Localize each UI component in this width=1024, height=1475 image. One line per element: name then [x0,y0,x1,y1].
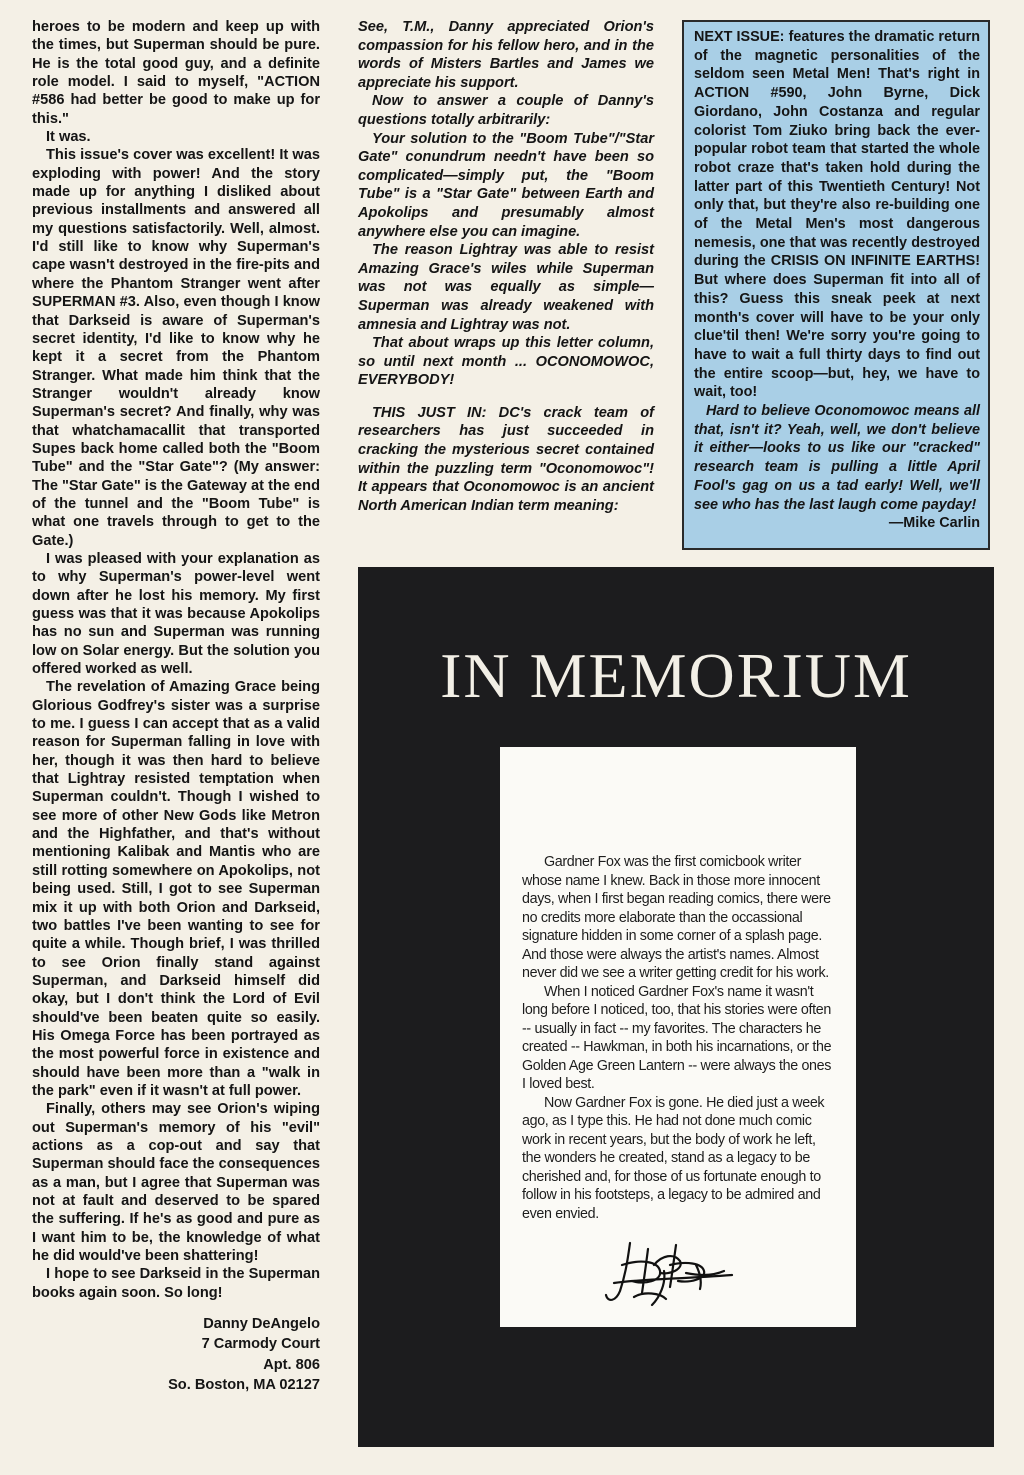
letter-column [32,18,320,1395]
next-issue-label: NEXT ISSUE: [694,29,785,45]
next-issue-postscript: Hard to believe Oconomowoc means all that, isn't it? Yeah, well, we don't believe it either—looks to us like our "cracked" research team is pulling a little April Fool's gag on us a tad early! Well, we'll see who has the last laugh come payday! [694,403,980,513]
next-issue-box [682,20,990,550]
letter-paragraph: I was pleased with your explanation as to why Superman's power-level went down after he lost his memory. My first guess was that it was because Apokolips has no sun and Superman was running low on Solar energy. But the solution you offered worked as well. [32,550,320,678]
letter-signature [32,1314,320,1395]
memorium-card [500,747,856,1327]
memorium-paragraph: Gardner Fox was the first comicbook writer whose name I knew. Back in those more innocent days, when I first began reading comics, there were no credits more elaborate than the occassional signature hidden in some corner of a splash page. And those were always the artist's names. Almost never did we see a writer getting credit for his work. [522,854,831,981]
reply-paragraph: See, T.M., Danny appreciated Orion's compassion for his fellow hero, and in the words of Misters Bartles and James we appreciate his support. [358,19,654,91]
reply-paragraph: That about wraps up this letter column, so until next month ... OCONOMOWOC, EVERYBODY! [358,335,654,389]
reply-paragraph: The reason Lightray was able to resist Amazing Grace's wiles while Superman was not was equally as simple—Superman was already weakened with amnesia and Lightray was not. [358,242,654,333]
letter-paragraph: The revelation of Amazing Grace being Glorious Godfrey's sister was a surprise to me. I guess I can accept that as a valid reason for Superman falling in love with her, though it was then hard to believe that Lightray resisted temptation when Superman couldn't. Though I wished to see more of other New Gods like Metron and the Highfather, and that's without mentioning Kalibak and Mantis who are still rotting somewhere on Apokolips, not being used. Still, I got to see Superman mix it up with both Orion and Darkseid, two battles I've been wanting to see for quite a while. Though brief, I was thrilled to see Orion finally stand against Superman, and Darkseid himself did okay, but I don't think the Lord of Evil should've been beaten quite so easily. His Omega Force has been portrayed as the most powerful force in existence and should have been more than a "walk in the park" even if it wasn't at full power. [32,679,320,1099]
letter-paragraph: heroes to be modern and keep up with the times, but Superman should be pure. He is the total good guy, and a definite role model. I said to myself, "ACTION #586 had better be good to make up for this." [32,19,320,127]
reply-paragraph: THIS JUST IN: DC's crack team of researchers has just succeeded in cracking the mysterious secret contained within the puzzling term "Oconomowoc"! It appears that Oconomowoc is an ancient North American Indian term meaning: [358,404,654,514]
editor-reply-column [358,18,654,515]
memorium-paragraph: Now Gardner Fox is gone. He died just a week ago, as I type this. He had not done much comic work in recent years, but the body of work he left, the wonders he created, stand as a legacy to be cherished and, for those of us fortunate enough to follow in his footsteps, a legacy to be admired and even envied. [522,1094,825,1222]
next-issue-body: features the dramatic return of the magnetic personalities of the seldom seen Metal Men! That's right in ACTION #590, John Byrne, Dick Giordano, John Costanza and regular colorist Tom Ziuko bring back the ever-popular robot team that started the whole robot craze that's taken hold during the latter part of this Twentieth Century! Not only that, but they're also re-building one of the Metal Men's most dangerous nemesis, one that was recently destroyed during the CRISIS ON INFINITE EARTHS! But where does Superman fit into all of this? Guess this sneak peek at next month's cover will have to be your only clue'til then! We're sorry you're going to have to wait a full thirty days to find out the entire scoop—but, hey, we have to wait, too! [694,29,981,401]
editor-credit: —Mike Carlin [888,515,980,532]
memorium-title: IN MEMORIUM [440,640,912,711]
next-issue-text [694,28,980,402]
signature-apt: Apt. 806 [263,1356,320,1373]
letter-paragraph: It was. [46,129,91,146]
letter-paragraph: This issue's cover was excellent! It was exploding with power! And the story made up for anything I disliked about previous installments and answered all my questions satisfactorily. Well, almost. I'd still like to know why Superman's cape wasn't destroyed in the fire-pits and where the Phantom Stranger went after SUPERMAN #3. Also, even though I know that Darkseid is aware of Superman's secret identity, I'd like to know why he kept it a secret from the Phantom Stranger. What made him think that the Stranger wouldn't already know Superman's secret? And finally, why was that whatchamacallit that transported Supes back home called both the "Boom Tube" and the "Star Gate"? (My answer: The "Star Gate" is the Gateway at the end of the tunnel and the "Boom Tube" is what one travels through to get to the Gate.) [32,147,320,549]
letter-paragraph: I hope to see Darkseid in the Superman books again soon. So long! [32,1266,320,1301]
handwritten-signature [600,1235,740,1313]
memorium-panel [358,567,994,1447]
memorium-paragraph: When I noticed Gardner Fox's name it wasn't long before I noticed, too, that his stories were often -- usually in fact -- my favorites. The characters he created -- Hawkman, in both his incarnations, or the Golden Age Green Lantern -- were always the ones I loved best. [522,983,832,1092]
signature-street: 7 Carmody Court [201,1336,320,1353]
signature-name: Danny DeAngelo [203,1316,320,1333]
reply-paragraph: Your solution to the "Boom Tube"/"Star Gate" conundrum needn't have been so complicated—simply put, the "Boom Tube" is a "Star Gate" between Earth and Apokolips and presumably almost anywhere else you can imagine. [358,130,654,240]
letter-paragraph: Finally, others may see Orion's wiping out Superman's memory of his "evil" actions as a cop-out and say that Superman should face the consequences as a man, but I agree that Superman was not at fault and deserved to be spared the suffering. If he's as good and pure as I want him to be, the knowledge of what he did would've been shattering! [32,1101,320,1265]
reply-paragraph: Now to answer a couple of Danny's questions totally arbitrarily: [358,93,654,128]
signature-city: So. Boston, MA 02127 [168,1376,320,1393]
